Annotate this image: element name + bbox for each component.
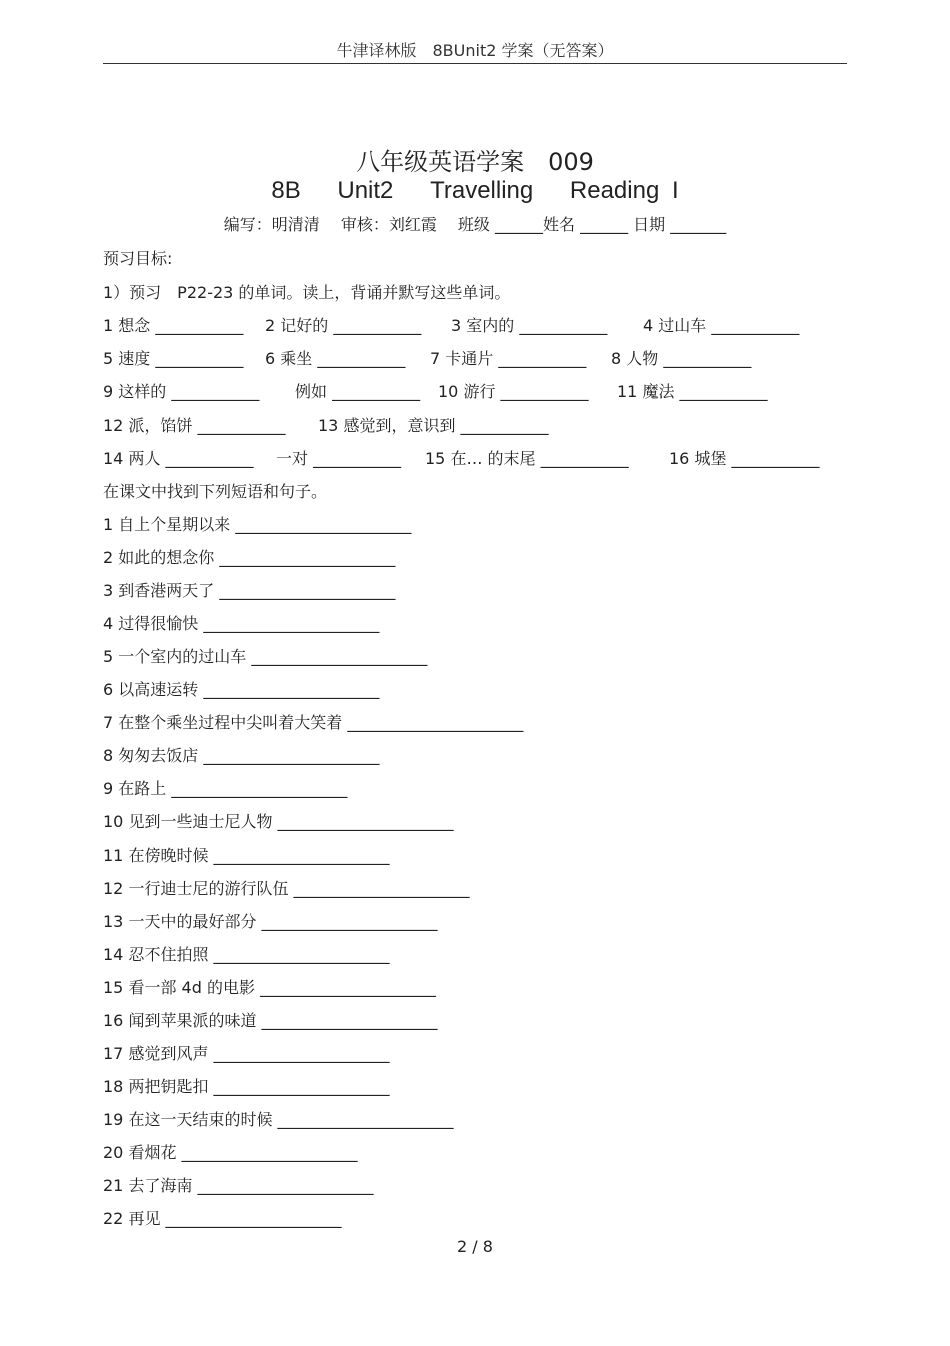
vocab-item: 4 过山车 ___________ bbox=[643, 316, 800, 335]
vocab-item: 12 派，馅饼 ___________ bbox=[103, 416, 286, 435]
vocab-item: 6 乘坐 ___________ bbox=[265, 349, 406, 368]
vocab-item: 一对 ___________ bbox=[276, 449, 402, 468]
phrase-item: 16 闻到苹果派的味道 ______________________ bbox=[103, 1011, 438, 1030]
header-rule bbox=[103, 63, 847, 64]
subtitle-lesson: Reading I bbox=[569, 177, 679, 204]
vocab-item: 11 魔法 ___________ bbox=[617, 382, 768, 401]
meta-author: 编写：明清清 bbox=[223, 215, 320, 234]
phrase-item: 17 感觉到风声 ______________________ bbox=[103, 1044, 390, 1063]
meta-student-info: 班级 ______姓名 ______ 日期 _______ bbox=[457, 215, 727, 234]
vocab-item: 7 卡通片 ___________ bbox=[430, 349, 587, 368]
phrase-item: 14 忍不住拍照 ______________________ bbox=[103, 945, 390, 964]
meta-line bbox=[103, 212, 847, 235]
phrase-item: 2 如此的想念你 ______________________ bbox=[103, 548, 396, 567]
phrase-item: 19 在这一天结束的时候 ______________________ bbox=[103, 1110, 454, 1129]
vocab-item: 14 两人 ___________ bbox=[103, 449, 254, 468]
phrase-item: 15 看一部 4d 的电影 ______________________ bbox=[103, 978, 437, 997]
phrase-item: 18 两把钥匙扣 ______________________ bbox=[103, 1077, 390, 1096]
phrase-item: 8 匆匆去饭店 ______________________ bbox=[103, 746, 380, 765]
phrase-item: 12 一行迪士尼的游行队伍 ______________________ bbox=[103, 879, 470, 898]
page-number: 2 / 8 bbox=[457, 1237, 493, 1256]
meta-reviewer: 审核：刘红霞 bbox=[340, 215, 437, 234]
phrase-item: 9 在路上 ______________________ bbox=[103, 779, 348, 798]
subtitle-topic: Travelling bbox=[430, 177, 534, 204]
subtitle-unit: Unit2 bbox=[337, 177, 394, 204]
phrase-item: 22 再见 ______________________ bbox=[103, 1209, 342, 1228]
phrase-item: 7 在整个乘坐过程中尖叫着大笑着 ______________________ bbox=[103, 713, 524, 732]
phrase-item: 4 过得很愉快 ______________________ bbox=[103, 614, 380, 633]
phrase-item: 21 去了海南 ______________________ bbox=[103, 1176, 374, 1195]
page-subtitle bbox=[103, 177, 847, 205]
phrase-item: 13 一天中的最好部分 ______________________ bbox=[103, 912, 438, 931]
vocab-item: 3 室内的 ___________ bbox=[451, 316, 608, 335]
vocab-item: 13 感觉到，意识到 ___________ bbox=[318, 416, 549, 435]
phrase-item: 11 在傍晚时候 ______________________ bbox=[103, 846, 390, 865]
vocab-item: 16 城堡 ___________ bbox=[669, 449, 820, 468]
vocab-item: 15 在… 的末尾 ___________ bbox=[425, 449, 629, 468]
vocab-item: 5 速度 ___________ bbox=[103, 349, 244, 368]
vocab-item: 例如 ___________ bbox=[295, 382, 421, 401]
preview-heading: 预习目标: bbox=[103, 249, 173, 268]
phrase-item: 10 见到一些迪士尼人物 ______________________ bbox=[103, 812, 454, 831]
vocab-item: 1 想念 ___________ bbox=[103, 316, 244, 335]
running-header: 牛津译林版 8BUnit2 学案（无答案） bbox=[336, 41, 614, 60]
phrase-item: 3 到香港两天了 ______________________ bbox=[103, 581, 396, 600]
phrase-item: 5 一个室内的过山车 ______________________ bbox=[103, 647, 428, 666]
preview-task: 1）预习 P22-23 的单词。读上，背诵并默写这些单词。 bbox=[103, 283, 511, 302]
subtitle-grade: 8B bbox=[271, 177, 301, 204]
vocab-item: 2 记好的 ___________ bbox=[265, 316, 422, 335]
vocab-item: 10 游行 ___________ bbox=[438, 382, 589, 401]
vocab-item: 9 这样的 ___________ bbox=[103, 382, 260, 401]
phrase-item: 20 看烟花 ______________________ bbox=[103, 1143, 358, 1162]
page-title: 八年级英语学案 009 bbox=[356, 148, 594, 176]
phrases-heading: 在课文中找到下列短语和句子。 bbox=[103, 482, 328, 501]
phrase-item: 1 自上个星期以来 ______________________ bbox=[103, 515, 412, 534]
phrase-item: 6 以高速运转 ______________________ bbox=[103, 680, 380, 699]
vocab-item: 8 人物 ___________ bbox=[611, 349, 752, 368]
